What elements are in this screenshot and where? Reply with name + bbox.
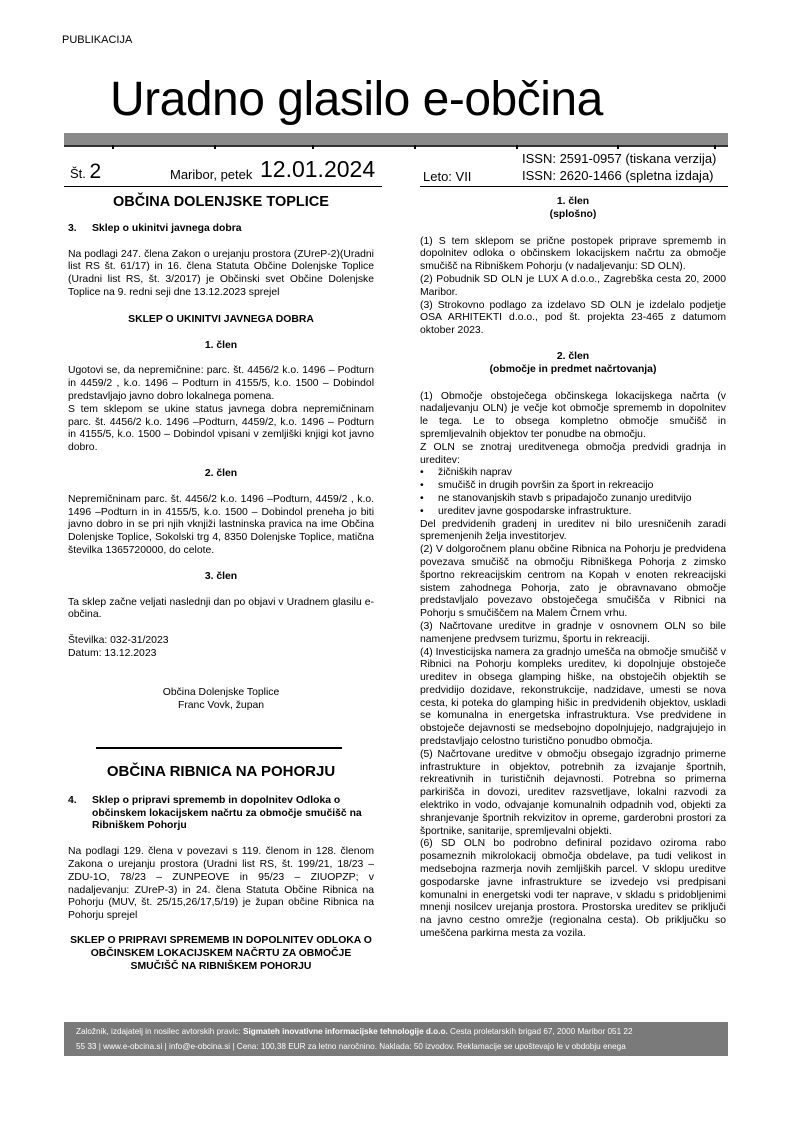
section-separator xyxy=(96,747,342,749)
paragraph: (3) Načrtovane ureditve in gradnje v osnovnem OLN so bile namenjene predvsem turizmu, športu in rekreaciji. xyxy=(420,620,726,645)
header-underline-left xyxy=(64,186,382,187)
list-item: • ureditev javne gospodarske infrastrukture. xyxy=(420,506,726,519)
signature-municipality: Občina Dolenjske Toplice xyxy=(162,686,280,698)
paragraph: (3) Strokovno podlago za izdelavo SD OLN je izdelalo podjetje OSA ARHITEKTI d.o.o., pod št. projekta 23-465 z datumom oktober 2023. xyxy=(420,299,726,337)
document-date: Datum: 13.12.2023 xyxy=(68,647,157,659)
paragraph: Na podlagi 247. člena Zakon o urejanju prostora (ZUreP-2)(Uradni list RS št. 61/17) in 16. člena Statuta Občine Dolenjske Toplice (Uradni list RS, št. 3/2017) je Občinski svet Občine Dolenjske Toplice na 9. redni seji dne 13.12.2023 sprejel xyxy=(68,248,374,298)
list-item: • žičniških naprav xyxy=(420,467,726,480)
title-rule xyxy=(64,133,728,145)
footer-line-2: 55 33 | www.e-obcina.si | info@e-obcina.si | Cena: 100,38 EUR za letno naročnino. Naklada: 50 izvodov. Reklamacije se upoštevajo le v obdobju enega xyxy=(76,1042,626,1051)
paragraph: S tem sklepom se ukine status javnega dobra nepremičninam parc. št. 4456/2 k.o. 1496 –Podturn, 4459/2, k.o. 1496 – Podturn in 4155/5, k.o. 1500 – Dobindol vpisani v zemljiški knjigi kot javno dobro. xyxy=(68,403,374,454)
paragraph: (5) Načrtovane ureditve v območju obsegajo izgradnjo primerne infrastrukture in objektov, potrebnih za izvajanje športnih, rekreativnih in turističnih dejavnosti. Potrebna so primerna parkirišča in dovozi, ureditev razsvetljave, lokalni razvodi za elektriko in vodo, odvajanje komunalnih odpadnih vod, objekti za shranjevanje športnih rekvizitov in opreme, garderobni prostori za športnike, sanitarije, spremljevalni objekti. xyxy=(420,748,726,837)
right-column xyxy=(420,196,726,941)
paragraph: (4) Investicijska namera za gradnjo umešča na območje smučišč v Ribnici na Pohorju kompleks ureditev, ki dopolnjuje obstoječe ureditev in obsega glamping hiške, na obstoječih objektih se predvidijo dozidave, rekonstrukcije, nadzidave, umesti se nova cesta, ki poteka do glamping hišic in predvidenih objektov, uskladi se komunalna in energetska infrastruktura. Vse predvidene in obstoječe dejavnosti se medsebojno dopolnjujejo, nadgrajujejo in predstavljajo celostno turistično ponudbo območja. xyxy=(420,646,726,748)
article-heading: 1. člen xyxy=(204,339,238,351)
paragraph: Nepremičninam parc. št. 4456/2 k.o. 1496 –Podturn, 4459/2 , k.o. 1496 –Podturn in in 4155/5, k.o. 1500 – Dobindol preneha jo biti javno dobro in se pri njih vknjiži lastninska pravica na ime Občina Dolenjske Toplice, Sokolski trg 4, 8350 Dolenjske Toplice, matična številka 1365720000, do celote. xyxy=(68,493,374,556)
item-heading: 4. Sklep o pripravi sprememb in dopolnitev Odloka o občinskem lokacijskem načrtu za območje smučišč na Ribniškem Pohorju xyxy=(68,794,362,832)
paragraph: Z OLN se znotraj ureditvenega območja predvidi gradnja in ureditev: xyxy=(420,441,726,466)
issue-date: 12.01.2024 xyxy=(260,156,376,182)
publisher-footer xyxy=(64,1022,728,1056)
document-number: Številka: 032-31/2023 xyxy=(68,635,169,647)
article-subheading: (splošno) xyxy=(549,208,597,220)
article-heading: 1. člen xyxy=(556,196,590,207)
gazette-title: Uradno glasilo e-občina xyxy=(110,73,603,126)
bullet-list xyxy=(420,467,726,518)
municipality-heading: OBČINA DOLENJSKE TOPLICE xyxy=(113,194,329,210)
list-item: • smučišč in drugih površin za šport in rekreacijo xyxy=(420,480,726,493)
issue-number: 2 xyxy=(89,160,102,183)
paragraph: Na podlagi 129. člena v povezavi s 119. členom in 128. členom Zakona o urejanju prostora (Uradni list RS, št. 199/21, 18/23 – ZDU-1O, 78/23 – ZUNPEOVE in 95/23 – ZIUOPZP; v nadaljevanju: ZUreP-3) in 24. člena Statuta Občine Ribnica na Pohorju (MUV, št. 25/15,26/17,5/19) je župan občine Ribnica na Pohorju sprejel xyxy=(68,846,374,922)
issue-place: Maribor, petek xyxy=(170,167,253,182)
item-heading: 3. Sklep o ukinitvi javnega dobra xyxy=(68,222,242,234)
article-subheading: (območje in predmet načrtovanja) xyxy=(489,363,657,375)
paragraph: (6) SD OLN bo podrobno definiral pozidavo oziroma rabo posameznih mikrolokacij območja obdelave, pa tudi velikost in medsebojna razmerja novih zemljiških parcel. V sklopu ureditve gospodarske javne infrastrukture se izvedejo vsi predpisani komunalni in energetski vodi ter naprave, v skladu s pridobljenimi mnenji nosilcev urejanja prostora. Prostorska ureditev se priključi na javno cestno omrežje (regionalna cesta). Ob priključku so umeščena parkirna mesta za vozila. xyxy=(420,838,726,940)
header-underline-right xyxy=(420,186,728,187)
paragraph: (1) Območje obstoječega občinskega lokacijskega načrta (v nadaljevanju OLN) je večje kot območje sprememb in dopolnitev le tega. Le to obsega kompletno območje smučišč in spremljevalnih objektov ter ponudbe na območju. xyxy=(420,390,726,440)
publisher-name: Sigmateh inovativne informacijske tehnologije d.o.o. xyxy=(243,1027,448,1036)
issn-online: ISSN: 2620-1466 (spletna izdaja) xyxy=(522,168,714,183)
paragraph: (2) V dolgoročnem planu občine Ribnica na Pohorju je predvidena povezava smučišč na območju Ribniškega Pohorja z zimsko športno rekreacijskim centrom na Kopah v enoten rekreacijski sistem zahodnega Pohorja, zato je obravnavano območje predstavljalo povezavo obstoječega smučišča v Ribnici na Pohorju s smučiščem na Malem Črnem vrhu. xyxy=(420,544,726,620)
paragraph: (2) Pobudnik SD OLN je LUX A d.o.o., Zagrebška cesta 20, 2000 Maribor. xyxy=(420,273,726,298)
document-title: SKLEP O PRIPRAVI SPREMEMB IN DOPOLNITEV ODLOKA O OBČINSKEM LOKACIJSKEM NAČRTU ZA OBMOČJE SMUČIŠČ NA RIBNIŠKEM POHORJU xyxy=(70,934,372,972)
article-heading: 2. člen xyxy=(204,467,238,479)
paragraph: (1) S tem sklepom se prične postopek priprave sprememb in dopolnitev odloka o občinskem lokacijskem načrtu za območje smučišč na Ribniškem Pohorju (v nadaljevanju: SD OLN). xyxy=(420,235,726,273)
footer-line-1: Založnik, izdajatelj in nosilec avtorskih pravic: Sigmateh inovativne informacijske tehnologije d.o.o. Cesta proletarskih brigad 67, 2000 Maribor 051 22 xyxy=(76,1027,633,1036)
issue-label: Št. 2 xyxy=(70,160,102,183)
article-heading: 2. člen xyxy=(556,350,590,362)
issue-year: Leto: VII xyxy=(423,169,472,184)
publication-label: PUBLIKACIJA xyxy=(62,34,133,46)
left-column-lower xyxy=(68,763,374,973)
paragraph: Ugotovi se, da nepremičnine: parc. št. 4456/2 k.o. 1496 – Podturn in 4459/2 , k.o. 1496 – Podturn in 4155/5, k.o. 1500 – Dobindol predstavljajo javno dobro lokalnega pomena. xyxy=(68,365,374,402)
document-title: SKLEP O UKINITVI JAVNEGA DOBRA xyxy=(128,313,314,325)
article-heading: 3. člen xyxy=(204,570,238,582)
issn-print: ISSN: 2591-0957 (tiskana verzija) xyxy=(522,151,717,166)
municipality-heading: OBČINA RIBNICA NA POHORJU xyxy=(106,763,336,780)
paragraph: Del predvidenih gradenj in ureditev ni bilo uresničenih zaradi spremenjenih želja investitorjev. xyxy=(420,518,726,543)
paragraph: Ta sklep začne veljati naslednji dan po objavi v Uradnem glasilu e-občina. xyxy=(68,596,374,621)
left-column xyxy=(68,196,374,712)
list-item: • ne stanovanjskih stavb s pripadajočo zunanjo ureditvijo xyxy=(420,493,726,506)
title-rule-ticks xyxy=(64,145,728,149)
signature-mayor: Franc Vovk, župan xyxy=(177,699,265,711)
